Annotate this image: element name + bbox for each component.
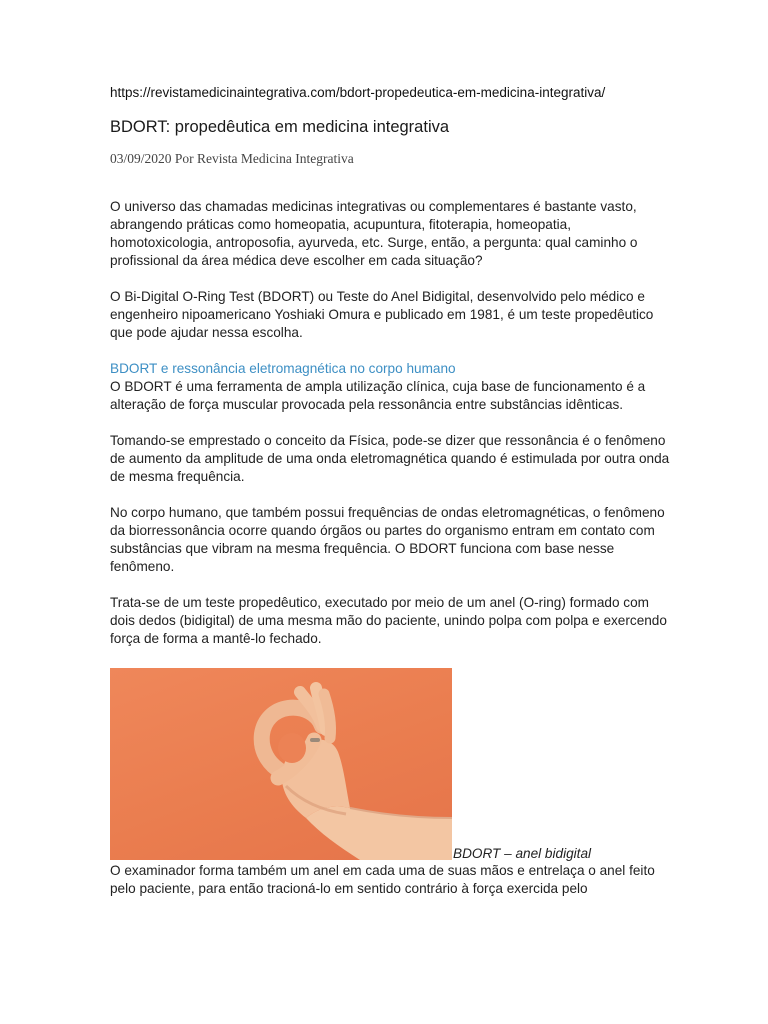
hand-o-ring-photo (110, 668, 452, 860)
article-title: BDORT: propedêutica em medicina integrativa (110, 118, 450, 136)
document-page (110, 84, 670, 898)
intro-paragraph-2: O Bi-Digital O-Ring Test (BDORT) ou Teste do Anel Bidigital, desenvolvido pelo médico e engenheiro nipoamericano Yoshiaki Omura e publicado em 1981, é um teste propedêutico que pode ajudar nessa escolha. (110, 289, 654, 340)
article-meta: 03/09/2020 Por Revista Medicina Integrativa (110, 151, 354, 166)
section-heading: BDORT e ressonância eletromagnética no corpo humano (110, 361, 456, 376)
section-paragraph-3: No corpo humano, que também possui frequências de ondas eletromagnéticas, o fenômeno da biorressonância ocorre quando órgãos ou partes do organismo entram em contato com substâncias que vibram na mesma frequência. O BDORT funciona com base nesse fenômeno. (110, 505, 665, 574)
section-paragraph-1: O BDORT é uma ferramenta de ampla utilização clínica, cuja base de funcionamento é a alteração de força muscular provocada pela ressonância entre substâncias idênticas. (110, 379, 646, 412)
figure-caption: BDORT – anel bidigital (453, 846, 592, 861)
hand-illustration (110, 668, 452, 860)
figure (110, 668, 670, 860)
intro-paragraph-1: O universo das chamadas medicinas integrativas ou complementares é bastante vasto, abrangendo práticas como homeopatia, acupuntura, fitoterapia, homeopatia, homotoxicologia, antroposofia, ayurveda, etc. Surge, então, a pergunta: qual caminho o profissional da área médica deve escolher em cada situação? (110, 199, 638, 268)
after-figure-paragraph: O examinador forma também um anel em cada uma de suas mãos e entrelaça o anel feito pelo paciente, para então tracioná-lo em sentido contrário à força exercida pelo (110, 863, 655, 896)
source-url: https://revistamedicinaintegrativa.com/bdort-propedeutica-em-medicina-integrativa/ (110, 85, 606, 100)
section-paragraph-2: Tomando-se emprestado o conceito da Física, pode-se dizer que ressonância é o fenômeno de aumento da amplitude de uma onda eletromagnética quando é estimulada por outra onda de mesma frequência. (110, 433, 670, 484)
section-paragraph-4: Trata-se de um teste propedêutico, executado por meio de um anel (O-ring) formado com dois dedos (bidigital) de uma mesma mão do paciente, unindo polpa com polpa e exercendo força de forma a mantê-lo fechado. (110, 595, 667, 646)
